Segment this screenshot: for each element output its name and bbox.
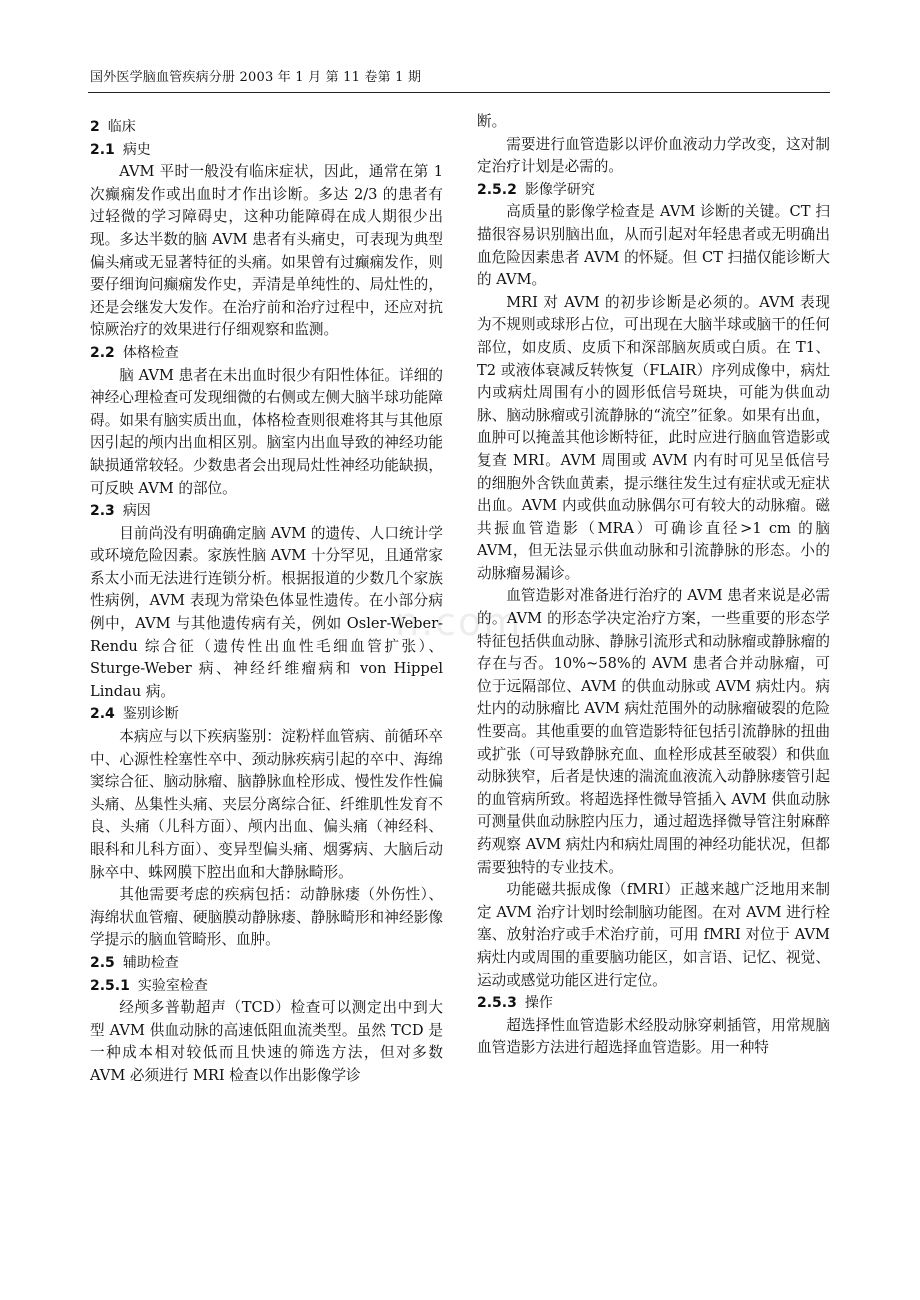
body-paragraph: 目前尚没有明确确定脑 AVM 的遗传、人口统计学或环境危险因素。家族性脑 AVM 十分罕见，且通常家系太小而无法进行连锁分析。根据报道的少数几个家族性病例，AVM 表现为常染色体显性遗传。在小部分病例中，AVM 与其他遗传病有关，例如 Osler-Weber-Rendu 综合征（遗传性出血性毛细血管扩张）、Sturge-Weber 病、神经纤维瘤病和 von Hippel Lindau 病。 [90, 524, 443, 700]
section-number: 2.5.1 [90, 977, 130, 994]
body-paragraph: MRI 对 AVM 的初步诊断是必须的。AVM 表现为不规则或球形占位，可出现在大脑半球或脑干的任何部位，如皮质、皮质下和深部脑灰质或白质。在 T1、T2 或液体衰减反转恢复（FLAIR）序列成像中，病灶内或病灶周围有小的圆形低信号斑块，可能为供血动脉、脑动脉瘤或引流静脉的“流空”征象。如果有出血，血肿可以掩盖其他诊断特征，此时应进行脑血管造影或复查 MRI。AVM 周围或 AVM 内有时可见呈低信号的细胞外含铁血黄素，提示继往发生过有症状或无症状出血。AVM 内或供血动脉偶尔可有较大的动脉瘤。磁共振血管造影（MRA）可确诊直径>1 cm 的脑 AVM，但无法显示供血动脉和引流静脉的形态。小的动脉瘤易漏诊。 [477, 293, 830, 582]
section-title: 影像学研究 [524, 181, 595, 198]
section-heading [90, 500, 443, 523]
section-number: 2.2 [90, 344, 115, 361]
section-number: 2.5 [90, 954, 115, 971]
running-head: 国外医学脑血管疾病分册 2003 年 1 月 第 11 卷第 1 期 [90, 70, 422, 85]
section-heading [477, 992, 830, 1015]
section-heading [90, 116, 443, 139]
section-number: 2.3 [90, 503, 115, 520]
header-rule [88, 92, 830, 93]
body-paragraph: AVM 平时一般没有临床症状，因此，通常在第 1 次癫痫发作或出血时才作出诊断。多达 2/3 的患者有过轻微的学习障碍史，这种功能障碍在成人期很少出现。多达半数的脑 AVM 患者有头痛史，可表现为典型偏头痛或无显著特征的头痛。如果曾有过癫痫发作，则要仔细询问癫痫发作史，弄清是单纯性的、局灶性的，还是会继发大发作。在治疗前和治疗过程中，还应对抗惊厥治疗的效果进行仔细观察和监测。 [90, 163, 443, 339]
section-heading [90, 952, 443, 975]
section-number: 2.1 [90, 141, 115, 158]
section-title: 临床 [107, 119, 136, 135]
section-heading [90, 139, 443, 162]
section-number: 2.5.3 [477, 995, 517, 1012]
body-paragraph: 其他需要考虑的疾病包括：动静脉瘘（外伤性）、海绵状血管瘤、硬脑膜动静脉瘘、静脉畸形和神经影像学提示的脑血管畸形、血肿。 [90, 886, 443, 949]
section-title: 实验室检查 [137, 977, 208, 994]
section-heading [90, 975, 443, 998]
section-title: 病因 [122, 503, 151, 520]
section-heading [90, 703, 443, 726]
section-number: 2.5.2 [477, 181, 517, 198]
body-paragraph: 需要进行血管造影以评价血液动力学改变，这对制定治疗计划是必需的。 [477, 135, 830, 176]
body-paragraph: 超选择性血管造影术经股动脉穿刺插管，用常规脑血管造影方法进行超选择血管造影。用一种特 [477, 1016, 830, 1057]
section-title: 鉴别诊断 [122, 706, 179, 723]
section-number: 2 [90, 119, 100, 135]
watermark: n.com [395, 600, 523, 644]
body-paragraph: 经颅多普勒超声（TCD）检查可以测定出中到大型 AVM 供血动脉的高速低阻血流类型。虽然 TCD 是一种成本相对较低而且快速的筛选方法，但对多数 AVM 必须进行 MRI 检查以作出影像学诊 [90, 999, 443, 1084]
section-title: 病史 [122, 141, 151, 158]
section-title: 辅助检查 [122, 954, 179, 971]
section-heading [90, 342, 443, 365]
section-heading [477, 179, 830, 202]
body-paragraph: 断。 [477, 113, 507, 130]
right-column [477, 111, 830, 1060]
body-paragraph: 本病应与以下疾病鉴别：淀粉样血管病、前循环卒中、心源性栓塞性卒中、颈动脉疾病引起的卒中、海绵窦综合征、脑动脉瘤、脑静脉血栓形成、慢性发作性偏头痛、丛集性头痛、夹层分离综合征、纤维肌性发育不良、头痛（儿科方面）、颅内出血、偏头痛（神经科、眼科和儿科方面）、变异型偏头痛、烟雾病、大脑后动脉卒中、蛛网膜下腔出血和大静脉畸形。 [90, 728, 443, 881]
left-column [90, 116, 443, 1088]
section-number: 2.4 [90, 706, 115, 723]
section-title: 操作 [524, 995, 553, 1012]
body-paragraph: 血管造影对准备进行治疗的 AVM 患者来说是必需的。AVM 的形态学决定治疗方案，一些重要的形态学特征包括供血动脉、静脉引流形式和动脉瘤或静脉瘤的存在与否。10%~58%的 AVM 患者合并动脉瘤，可位于远隔部位、AVM 的供血动脉或 AVM 病灶内。病灶内的动脉瘤比 AVM 病灶范围外的动脉瘤破裂的危险性要高。其他重要的血管造影特征包括引流静脉的扭曲或扩张（可导致静脉充血、血栓形成甚至破裂）和供血动脉狭窄，后者是快速的湍流血液流入动静脉瘘管引起的血管病所致。将超选择性微导管插入 AVM 供血动脉可测量供血动脉腔内压力，通过超选择微导管注射麻醉药观察 AVM 病灶内和病灶周围的神经功能状况，但都需要独特的专业技术。 [477, 587, 830, 876]
body-paragraph: 高质量的影像学检查是 AVM 诊断的关键。CT 扫描很容易识别脑出血，从而引起对年轻患者或无明确出血危险因素患者 AVM 的怀疑。但 CT 扫描仅能诊断大的 AVM。 [477, 203, 830, 289]
section-title: 体格检查 [122, 344, 179, 361]
body-paragraph: 脑 AVM 患者在未出血时很少有阳性体征。详细的神经心理检查可发现细微的右侧或左侧大脑半球功能障碍。如果有脑实质出血，体格检查则很难将其与其他原因引起的颅内出血相区别。脑室内出血导致的神经功能缺损通常较轻。少数患者会出现局灶性神经功能缺损，可反映 AVM 的部位。 [90, 366, 443, 497]
body-paragraph: 功能磁共振成像（fMRI）正越来越广泛地用来制定 AVM 治疗计划时绘制脑功能图。在对 AVM 进行栓塞、放射治疗或手术治疗前，可用 fMRI 对位于 AVM 病灶内或周围的重要脑功能区，如言语、记忆、视觉、运动或感觉功能区进行定位。 [477, 881, 830, 989]
